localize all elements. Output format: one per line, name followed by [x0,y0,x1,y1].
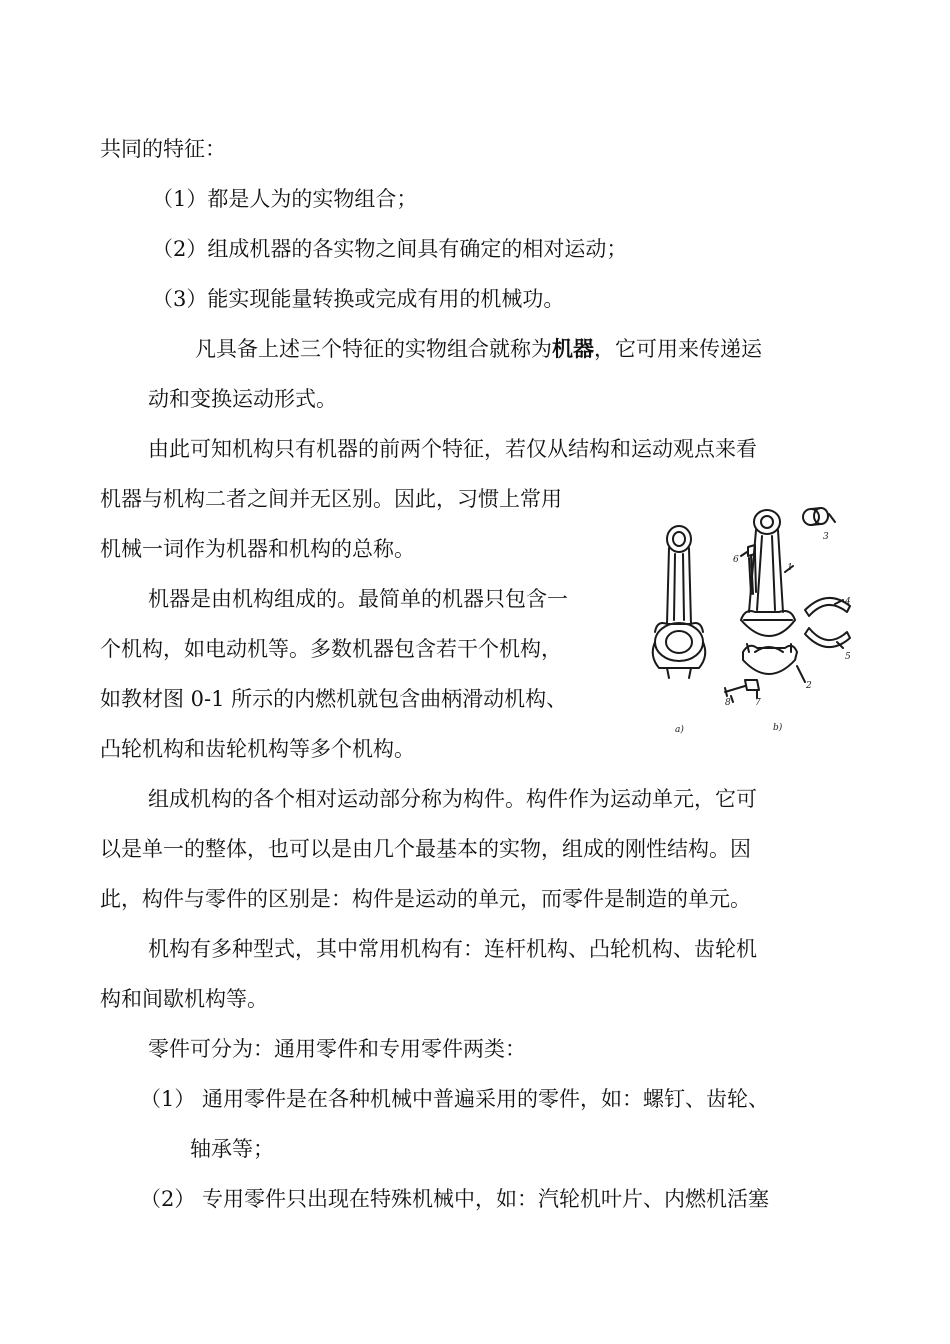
text-line [195,334,762,364]
text-line: 共同的特征： [100,137,226,161]
text-line: 组成机构的各个相对运动部分称为构件。构件作为运动单元，它可 [148,787,757,811]
figure-label: 6 [733,555,739,565]
text-line: 由此可知机构只有机器的前两个特征，若仅从结构和运动观点来看 [148,437,757,461]
text-line: 机器与机构二者之间并无区别。因此，习惯上常用 [100,487,562,511]
figure-label: 2 [806,681,812,691]
figure-label: 1 [787,563,793,573]
text-line: 此，构件与零件的区别是：构件是运动的单元，而零件是制造的单元。 [100,887,751,911]
figure-label: 5 [845,652,851,662]
figure-label: 7 [755,698,761,708]
text-line: 机械一词作为机器和机构的总称。 [100,537,415,561]
text-line: 机构有多种型式，其中常用机构有：连杆机构、凸轮机构、齿轮机 [148,937,757,961]
text-line: 动和变换运动形式。 [148,387,337,411]
figure-sublabel: b) [773,723,783,733]
text-line: （1） 通用零件是在各种机械中普遍采用的零件，如：螺钉、齿轮、 [140,1087,770,1111]
text-line: 零件可分为：通用零件和专用零件两类： [148,1037,526,1061]
text-line: （3）能实现能量转换或完成有用的机械功。 [152,287,565,311]
text-span: ，它可用来传递运 [594,337,762,361]
bold-term: 机器 [552,336,594,361]
text-line: 个机构，如电动机等。多数机器包含若干个机构， [100,637,562,661]
figure-label: 4 [845,597,851,607]
text-line: （1）都是人为的实物组合； [152,187,418,211]
text-line: 如教材图 0-1 所示的内燃机就包含曲柄滑动机构、 [100,687,568,711]
text-line: 以是单一的整体，也可以是由几个最基本的实物，组成的刚性结构。因 [100,837,751,861]
figure-label: 3 [823,532,829,542]
text-line: 构和间歇机构等。 [100,987,268,1011]
text-line: （2）组成机器的各实物之间具有确定的相对运动； [152,237,628,261]
connecting-rod-figure [645,492,860,742]
text-line: 凸轮机构和齿轮机构等多个机构。 [100,737,415,761]
text-span: 凡具备上述三个特征的实物组合就称为 [195,337,552,361]
text-line: （2） 专用零件只出现在特殊机械中，如：汽轮机叶片、内燃机活塞 [140,1187,770,1211]
text-line: 轴承等； [190,1137,274,1161]
text-line: 机器是由机构组成的。最简单的机器只包含一 [148,587,568,611]
figure-label: 8 [725,698,731,708]
figure-sublabel: a) [675,725,684,735]
